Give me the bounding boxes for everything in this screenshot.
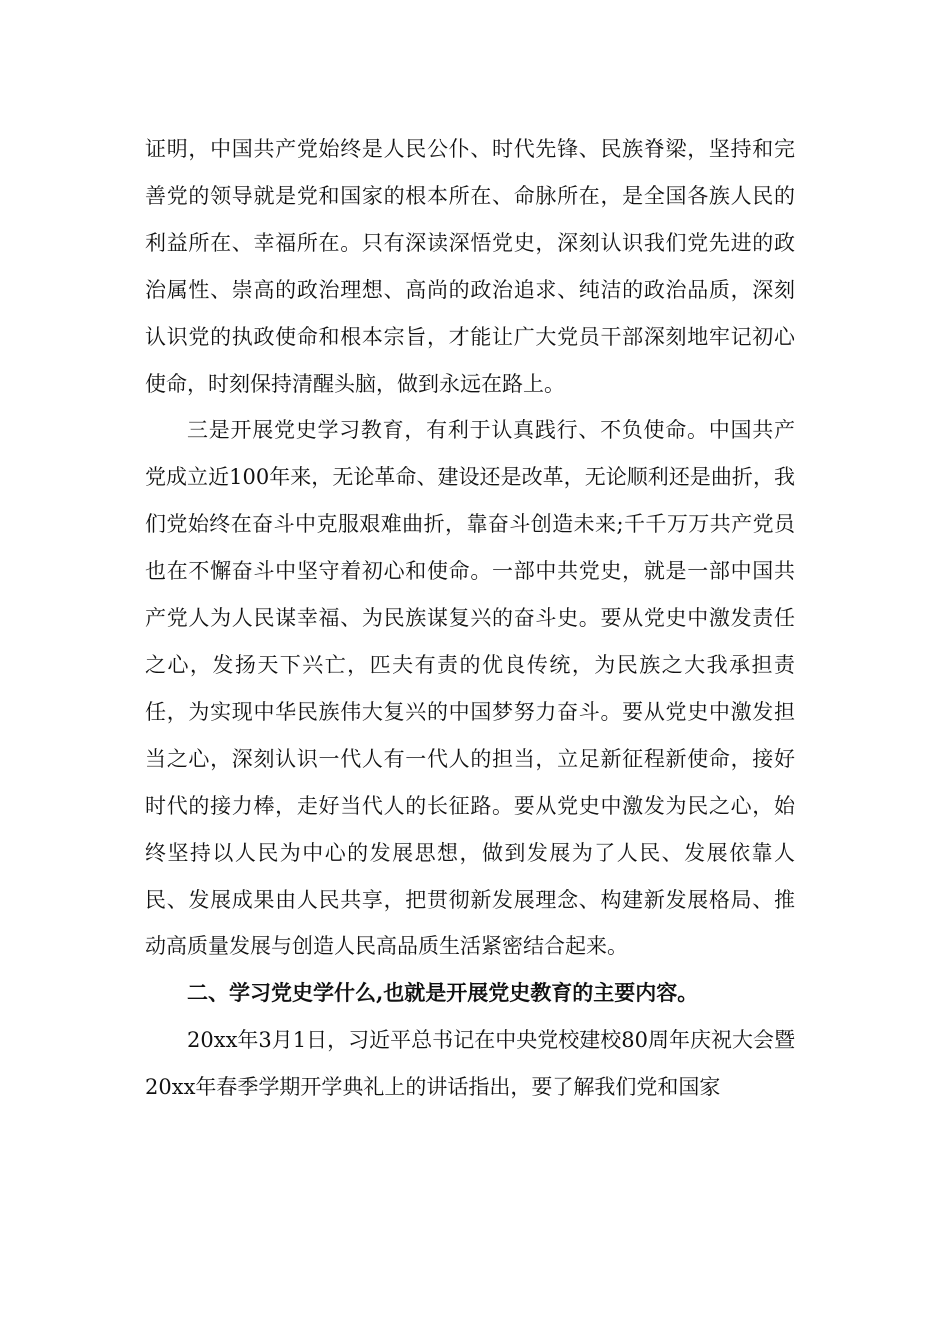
section-heading: 二、学习党史学什么,也就是开展党史教育的主要内容。 [187, 980, 699, 1006]
paragraph-third-point: 三是开展党史学习教育，有利于认真践行、不负使命。中国共产党成立近100年来，无论革命、建设还是改革，无论顺利还是曲折，我们党始终在奋斗中克服艰难曲折，靠奋斗创造未来;千千万万共产党员也在不懈奋斗中坚守着初心和使命。一部中共党史，就是一部中国共产党人为人民谋幸福、为民族谋复兴的奋斗史。要从党史中激发责任之心，发扬天下兴亡，匹夫有责的优良传统，为民族之大我承担责任，为实现中华民族伟大复兴的中国梦努力奋斗。要从党史中激发担当之心，深刻认识一代人有一代人的担当，立足新征程新使命，接好时代的接力棒，走好当代人的长征路。要从党史中激发为民之心，始终坚持以人民为中心的发展思想，做到发展为了人民、发展依靠人民、发展成果由人民共享，把贯彻新发展理念、构建新发展格局、推动高质量发展与创造人民高品质生活紧密结合起来。 [145, 418, 795, 959]
document-body [145, 126, 795, 1111]
paragraph-speech-intro: 20xx年3月1日，习近平总书记在中央党校建校80周年庆祝大会暨20xx年春季学期开学典礼上的讲话指出，要了解我们党和国家 [145, 1028, 795, 1100]
paragraph-continuation: 证明，中国共产党始终是人民公仆、时代先锋、民族脊梁，坚持和完善党的领导就是党和国家的根本所在、命脉所在，是全国各族人民的利益所在、幸福所在。只有深读深悟党史，深刻认识我们党先进的政治属性、崇高的政治理想、高尚的政治追求、纯洁的政治品质，深刻认识党的执政使命和根本宗旨，才能让广大党员干部深刻地牢记初心使命，时刻保持清醒头脑，做到永远在路上。 [145, 137, 795, 396]
